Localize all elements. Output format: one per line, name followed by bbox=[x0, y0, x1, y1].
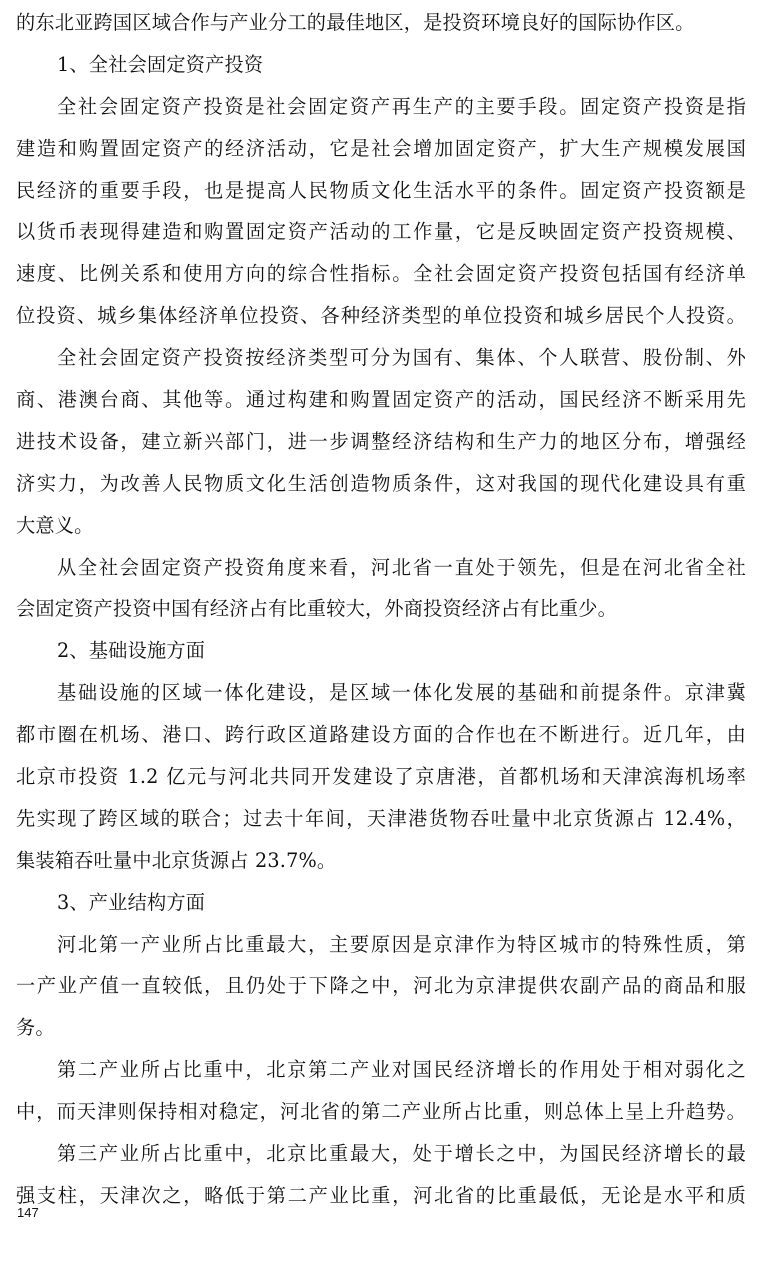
text-line: 全社会固定资产投资是社会固定资产再生产的主要手段。固定资产投资是指 bbox=[57, 94, 746, 118]
text-line: 以货币表现得建造和购置固定资产活动的工作量，它是反映固定资产投资规模、 bbox=[16, 220, 746, 244]
text-line: 全社会固定资产投资按经济类型可分为国有、集体、个人联营、股份制、外 bbox=[57, 346, 746, 370]
text-line: 基础设施的区域一体化建设，是区域一体化发展的基础和前提条件。京津冀 bbox=[57, 681, 746, 705]
text-line: 都市圈在机场、港口、跨行政区道路建设方面的合作也在不断进行。近几年，由 bbox=[16, 723, 746, 747]
text-line: 进技术设备，建立新兴部门，进一步调整经济结构和生产力的地区分布，增强经 bbox=[16, 429, 746, 453]
text-line: 先实现了跨区域的联合；过去十年间，天津港货物吞吐量中北京货源占 12.4%， bbox=[16, 806, 746, 830]
text-line: 会固定资产投资中国有经济占有比重较大，外商投资经济占有比重少。 bbox=[16, 597, 618, 621]
text-line: 速度、比例关系和使用方向的综合性指标。全社会固定资产投资包括国有经济单 bbox=[16, 262, 746, 286]
text-line: 河北第一产业所占比重最大，主要原因是京津作为特区城市的特殊性质，第 bbox=[57, 932, 746, 956]
text-line: 大意义。 bbox=[16, 513, 94, 537]
text-line: 北京市投资 1.2 亿元与河北共同开发建设了京唐港，首都机场和天津滨海机场率 bbox=[16, 765, 746, 789]
text-line: 一产业产值一直较低，且仍处于下降之中，河北为京津提供农副产品的商品和服 bbox=[16, 974, 746, 998]
text-line: 的东北亚跨国区域合作与产业分工的最佳地区，是投资环境良好的国际协作区。 bbox=[16, 11, 695, 34]
text-line: 从全社会固定资产投资角度来看，河北省一直处于领先，但是在河北省全社 bbox=[57, 555, 746, 579]
text-line: 中，而天津则保持相对稳定，河北省的第二产业所占比重，则总体上呈上升趋势。 bbox=[16, 1100, 746, 1124]
text-line: 集装箱吞吐量中北京货源占 23.7%。 bbox=[16, 848, 337, 872]
text-line: 第三产业所占比重中，北京比重最大，处于增长之中，为国民经济增长的最 bbox=[57, 1142, 746, 1166]
text-line: 第二产业所占比重中，北京第二产业对国民经济增长的作用处于相对弱化之 bbox=[57, 1058, 746, 1082]
page-number: 147 bbox=[17, 1205, 39, 1220]
text-line: 强支柱，天津次之，略低于第二产业比重，河北省的比重最低，无论是水平和质 bbox=[16, 1183, 746, 1207]
text-line: 3、产业结构方面 bbox=[57, 890, 206, 914]
document-body bbox=[16, 2, 746, 1217]
text-line: 建造和购置固定资产的经济活动，它是社会增加固定资产，扩大生产规模发展国 bbox=[16, 136, 746, 160]
text-line: 1、全社会固定资产投资 bbox=[57, 52, 264, 76]
text-line: 商、港澳台商、其他等。通过构建和购置固定资产的活动，国民经济不断采用先 bbox=[16, 388, 746, 412]
text-line: 民经济的重要手段，也是提高人民物质文化生活水平的条件。固定资产投资额是 bbox=[16, 178, 746, 202]
text-line: 位投资、城乡集体经济单位投资、各种经济类型的单位投资和城乡居民个人投资。 bbox=[16, 304, 746, 328]
text-line: 务。 bbox=[16, 1016, 55, 1040]
text-line: 2、基础设施方面 bbox=[57, 639, 206, 663]
text-line: 济实力，为改善人民物质文化生活创造物质条件，这对我国的现代化建设具有重 bbox=[16, 471, 746, 495]
